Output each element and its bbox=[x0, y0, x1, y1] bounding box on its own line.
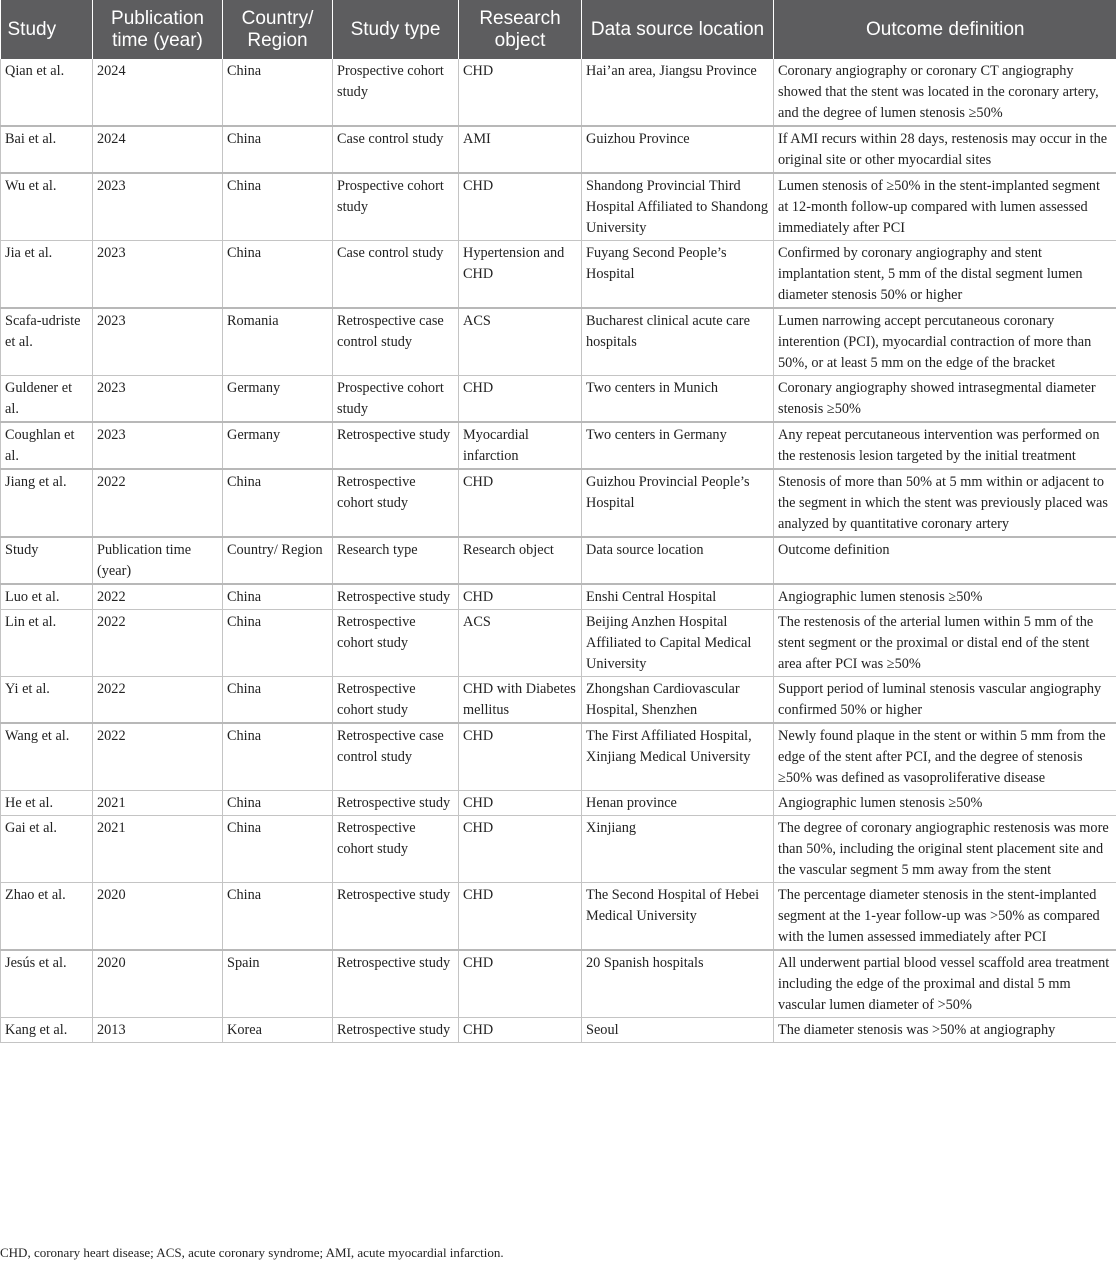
cell-study: Jesús et al. bbox=[1, 950, 93, 1018]
table-row bbox=[1, 584, 1116, 610]
cell-study-type: Retrospective case control study bbox=[333, 723, 459, 791]
cell-study-type: Prospective cohort study bbox=[333, 376, 459, 423]
cell-outcome-definition: Any repeat percutaneous intervention was performed on the restenosis lesion targeted by the initial treatment bbox=[774, 422, 1116, 469]
cell-publication-year: 2022 bbox=[93, 469, 223, 537]
cell-research-object: CHD bbox=[459, 791, 582, 816]
table-header-row bbox=[1, 0, 1116, 59]
cell-study: Scafa-udriste et al. bbox=[1, 308, 93, 376]
cell-study: Qian et al. bbox=[1, 59, 93, 126]
table-footnote: CHD, coronary heart disease; ACS, acute coronary syndrome; AMI, acute myocardial infarction. bbox=[0, 1245, 504, 1260]
cell-country-region: Spain bbox=[223, 950, 333, 1018]
cell-study-type: Prospective cohort study bbox=[333, 59, 459, 126]
header-research-object: Research object bbox=[459, 0, 582, 59]
cell-data-source-location: Xinjiang bbox=[582, 816, 774, 883]
cell-study-type: Retrospective study bbox=[333, 883, 459, 951]
table-row bbox=[1, 610, 1116, 677]
cell-outcome-definition: Outcome definition bbox=[774, 537, 1116, 584]
cell-country-region: China bbox=[223, 173, 333, 241]
cell-outcome-definition: Coronary angiography or coronary CT angiography showed that the stent was located in the coronary artery, and the degree of lumen stenosis ≥50% bbox=[774, 59, 1116, 126]
cell-research-object: Research object bbox=[459, 537, 582, 584]
cell-outcome-definition: Angiographic lumen stenosis ≥50% bbox=[774, 791, 1116, 816]
cell-data-source-location: Fuyang Second People’s Hospital bbox=[582, 241, 774, 309]
cell-country-region: Germany bbox=[223, 422, 333, 469]
cell-study-type: Retrospective study bbox=[333, 950, 459, 1018]
cell-data-source-location: The First Affiliated Hospital, Xinjiang Medical University bbox=[582, 723, 774, 791]
cell-outcome-definition: Newly found plaque in the stent or within 5 mm from the edge of the stent after PCI, and the degree of stenosis ≥50% was defined as vasoproliferative disease bbox=[774, 723, 1116, 791]
cell-publication-year: 2024 bbox=[93, 59, 223, 126]
cell-study-type: Prospective cohort study bbox=[333, 173, 459, 241]
cell-publication-year: 2020 bbox=[93, 950, 223, 1018]
cell-publication-year: 2023 bbox=[93, 173, 223, 241]
cell-publication-year: 2023 bbox=[93, 422, 223, 469]
cell-outcome-definition: Lumen narrowing accept percutaneous coronary interention (PCI), myocardial contraction of more than 50%, or at least 5 mm on the edge of the bracket bbox=[774, 308, 1116, 376]
cell-research-object: Myocardial infarction bbox=[459, 422, 582, 469]
header-study: Study bbox=[1, 0, 93, 59]
cell-outcome-definition: Support period of luminal stenosis vascular angiography confirmed 50% or higher bbox=[774, 677, 1116, 724]
cell-study: Gai et al. bbox=[1, 816, 93, 883]
cell-study: Luo et al. bbox=[1, 584, 93, 610]
cell-country-region: China bbox=[223, 584, 333, 610]
cell-publication-year: 2021 bbox=[93, 791, 223, 816]
cell-research-object: CHD bbox=[459, 816, 582, 883]
table-row bbox=[1, 950, 1116, 1018]
cell-country-region: Romania bbox=[223, 308, 333, 376]
cell-research-object: CHD bbox=[459, 584, 582, 610]
cell-outcome-definition: Coronary angiography showed intrasegmental diameter stenosis ≥50% bbox=[774, 376, 1116, 423]
table-row bbox=[1, 816, 1116, 883]
cell-country-region: Country/ Region bbox=[223, 537, 333, 584]
cell-outcome-definition: If AMI recurs within 28 days, restenosis may occur in the original site or other myocardial sites bbox=[774, 126, 1116, 173]
header-publication-time: Publication time (year) bbox=[93, 0, 223, 59]
cell-data-source-location: Two centers in Munich bbox=[582, 376, 774, 423]
cell-outcome-definition: Angiographic lumen stenosis ≥50% bbox=[774, 584, 1116, 610]
cell-country-region: China bbox=[223, 883, 333, 951]
cell-data-source-location: Beijing Anzhen Hospital Affiliated to Capital Medical University bbox=[582, 610, 774, 677]
cell-study-type: Retrospective cohort study bbox=[333, 610, 459, 677]
cell-research-object: CHD bbox=[459, 59, 582, 126]
cell-data-source-location: Zhongshan Cardiovascular Hospital, Shenzhen bbox=[582, 677, 774, 724]
table-row bbox=[1, 537, 1116, 584]
table-row bbox=[1, 469, 1116, 537]
header-study-type: Study type bbox=[333, 0, 459, 59]
cell-publication-year: Publication time (year) bbox=[93, 537, 223, 584]
cell-study-type: Retrospective study bbox=[333, 422, 459, 469]
cell-outcome-definition: Confirmed by coronary angiography and stent implantation stent, 5 mm of the distal segment lumen diameter stenosis 50% or higher bbox=[774, 241, 1116, 309]
cell-publication-year: 2023 bbox=[93, 376, 223, 423]
header-country-region: Country/ Region bbox=[223, 0, 333, 59]
cell-data-source-location: Hai’an area, Jiangsu Province bbox=[582, 59, 774, 126]
cell-research-object: CHD bbox=[459, 883, 582, 951]
cell-study-type: Retrospective cohort study bbox=[333, 677, 459, 724]
cell-study-type: Research type bbox=[333, 537, 459, 584]
cell-research-object: ACS bbox=[459, 610, 582, 677]
table-row bbox=[1, 126, 1116, 173]
cell-outcome-definition: Stenosis of more than 50% at 5 mm within or adjacent to the segment in which the stent was previously placed was analyzed by quantitative coronary artery bbox=[774, 469, 1116, 537]
table-row bbox=[1, 677, 1116, 724]
cell-outcome-definition: The degree of coronary angiographic restenosis was more than 50%, including the original stent placement site and the vascular segment 5 mm away from the stent bbox=[774, 816, 1116, 883]
cell-data-source-location: The Second Hospital of Hebei Medical University bbox=[582, 883, 774, 951]
cell-country-region: China bbox=[223, 610, 333, 677]
cell-research-object: AMI bbox=[459, 126, 582, 173]
cell-research-object: CHD bbox=[459, 173, 582, 241]
cell-outcome-definition: The restenosis of the arterial lumen within 5 mm of the stent segment or the proximal or distal end of the stent area after PCI was ≥50% bbox=[774, 610, 1116, 677]
cell-study-type: Retrospective study bbox=[333, 584, 459, 610]
table-row bbox=[1, 422, 1116, 469]
cell-publication-year: 2022 bbox=[93, 610, 223, 677]
table-row bbox=[1, 59, 1116, 126]
cell-country-region: China bbox=[223, 469, 333, 537]
cell-study-type: Retrospective case control study bbox=[333, 308, 459, 376]
table-row bbox=[1, 791, 1116, 816]
cell-study: Lin et al. bbox=[1, 610, 93, 677]
cell-outcome-definition: All underwent partial blood vessel scaffold area treatment including the edge of the proximal and distal 5 mm vascular lumen diameter of >50% bbox=[774, 950, 1116, 1018]
cell-research-object: CHD bbox=[459, 723, 582, 791]
cell-study: Yi et al. bbox=[1, 677, 93, 724]
table-row bbox=[1, 308, 1116, 376]
cell-research-object: Hypertension and CHD bbox=[459, 241, 582, 309]
cell-study: Jia et al. bbox=[1, 241, 93, 309]
cell-study: Guldener et al. bbox=[1, 376, 93, 423]
cell-data-source-location: Henan province bbox=[582, 791, 774, 816]
cell-data-source-location: Two centers in Germany bbox=[582, 422, 774, 469]
cell-country-region: China bbox=[223, 241, 333, 309]
cell-publication-year: 2022 bbox=[93, 677, 223, 724]
cell-research-object: ACS bbox=[459, 308, 582, 376]
cell-study: He et al. bbox=[1, 791, 93, 816]
cell-publication-year: 2022 bbox=[93, 723, 223, 791]
cell-study: Jiang et al. bbox=[1, 469, 93, 537]
cell-study-type: Retrospective study bbox=[333, 791, 459, 816]
cell-outcome-definition: The diameter stenosis was >50% at angiography bbox=[774, 1018, 1116, 1043]
cell-data-source-location: Guizhou Province bbox=[582, 126, 774, 173]
table-body bbox=[1, 59, 1116, 1043]
cell-study: Study bbox=[1, 537, 93, 584]
cell-publication-year: 2021 bbox=[93, 816, 223, 883]
cell-research-object: CHD bbox=[459, 1018, 582, 1043]
cell-study-type: Case control study bbox=[333, 126, 459, 173]
cell-publication-year: 2020 bbox=[93, 883, 223, 951]
cell-research-object: CHD bbox=[459, 376, 582, 423]
cell-data-source-location: Shandong Provincial Third Hospital Affiliated to Shandong University bbox=[582, 173, 774, 241]
cell-study: Wu et al. bbox=[1, 173, 93, 241]
cell-country-region: China bbox=[223, 816, 333, 883]
cell-data-source-location: Bucharest clinical acute care hospitals bbox=[582, 308, 774, 376]
cell-publication-year: 2013 bbox=[93, 1018, 223, 1043]
cell-data-source-location: Enshi Central Hospital bbox=[582, 584, 774, 610]
header-data-source-location: Data source location bbox=[582, 0, 774, 59]
cell-research-object: CHD bbox=[459, 469, 582, 537]
cell-country-region: China bbox=[223, 59, 333, 126]
cell-study-type: Retrospective cohort study bbox=[333, 469, 459, 537]
cell-data-source-location: Seoul bbox=[582, 1018, 774, 1043]
table-row bbox=[1, 883, 1116, 951]
cell-country-region: China bbox=[223, 723, 333, 791]
cell-study: Kang et al. bbox=[1, 1018, 93, 1043]
cell-country-region: China bbox=[223, 126, 333, 173]
cell-study: Coughlan et al. bbox=[1, 422, 93, 469]
cell-outcome-definition: Lumen stenosis of ≥50% in the stent-implanted segment at 12-month follow-up compared with lumen assessed immediately after PCI bbox=[774, 173, 1116, 241]
cell-outcome-definition: The percentage diameter stenosis in the stent-implanted segment at the 1-year follow-up was >50% as compared with the lumen assessed immediately after PCI bbox=[774, 883, 1116, 951]
cell-data-source-location: 20 Spanish hospitals bbox=[582, 950, 774, 1018]
table-row bbox=[1, 723, 1116, 791]
table-row bbox=[1, 376, 1116, 423]
header-outcome-definition: Outcome definition bbox=[774, 0, 1116, 59]
cell-data-source-location: Data source location bbox=[582, 537, 774, 584]
cell-study-type: Case control study bbox=[333, 241, 459, 309]
cell-publication-year: 2023 bbox=[93, 241, 223, 309]
cell-study: Zhao et al. bbox=[1, 883, 93, 951]
cell-publication-year: 2024 bbox=[93, 126, 223, 173]
cell-study: Bai et al. bbox=[1, 126, 93, 173]
cell-research-object: CHD with Diabetes mellitus bbox=[459, 677, 582, 724]
cell-country-region: China bbox=[223, 791, 333, 816]
cell-data-source-location: Guizhou Provincial People’s Hospital bbox=[582, 469, 774, 537]
cell-country-region: Germany bbox=[223, 376, 333, 423]
cell-country-region: China bbox=[223, 677, 333, 724]
cell-publication-year: 2023 bbox=[93, 308, 223, 376]
table-row bbox=[1, 241, 1116, 309]
table-row bbox=[1, 173, 1116, 241]
table-row bbox=[1, 1018, 1116, 1043]
cell-study: Wang et al. bbox=[1, 723, 93, 791]
cell-research-object: CHD bbox=[459, 950, 582, 1018]
cell-publication-year: 2022 bbox=[93, 584, 223, 610]
cell-country-region: Korea bbox=[223, 1018, 333, 1043]
cell-study-type: Retrospective cohort study bbox=[333, 816, 459, 883]
cell-study-type: Retrospective study bbox=[333, 1018, 459, 1043]
